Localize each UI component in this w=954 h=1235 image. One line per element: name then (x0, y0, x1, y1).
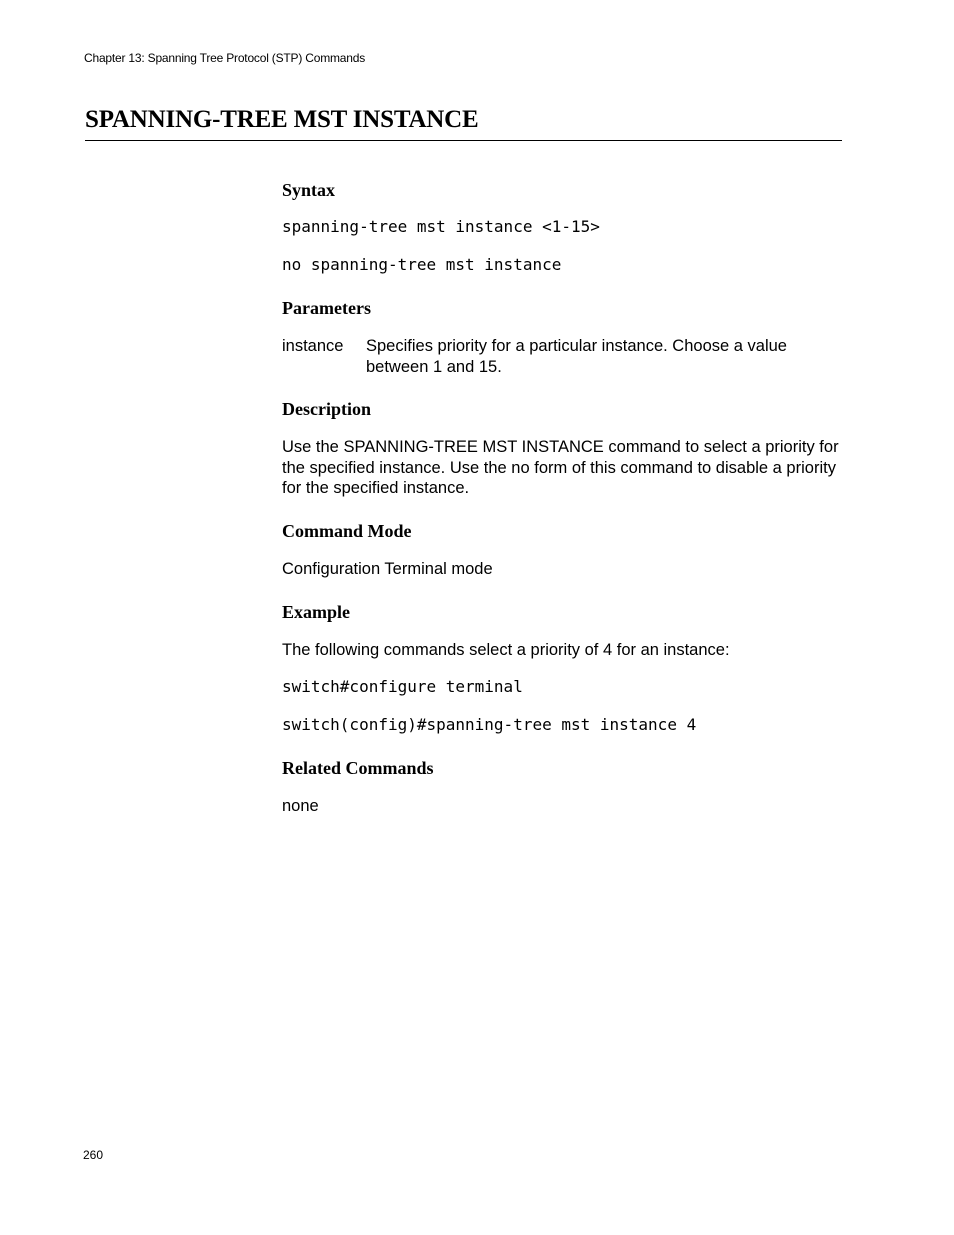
command-mode-text: Configuration Terminal mode (282, 560, 493, 578)
page-number: 260 (83, 1148, 104, 1162)
related-commands-text: none (282, 797, 319, 815)
related-commands-heading: Related Commands (282, 758, 434, 778)
example-heading: Example (282, 602, 351, 622)
parameters-heading: Parameters (282, 298, 371, 318)
example-line: switch#configure terminal (282, 677, 523, 696)
description-text: Use the SPANNING-TREE MST INSTANCE command to select a priority for the specified instance. Use the no form of this command to disable a priority for the specified instance. (282, 438, 839, 497)
example-intro: The following commands select a priority of 4 for an instance: (282, 641, 730, 659)
syntax-heading: Syntax (282, 180, 336, 200)
syntax-line: spanning-tree mst instance <1-15> (282, 217, 600, 236)
running-header: Chapter 13: Spanning Tree Protocol (STP) Commands (84, 51, 366, 65)
description-heading: Description (282, 399, 371, 419)
title-rule (85, 140, 842, 141)
parameter-description: Specifies priority for a particular instance. Choose a value between 1 and 15. (366, 337, 787, 376)
command-mode-heading: Command Mode (282, 521, 412, 541)
page-title: SPANNING-TREE MST INSTANCE (85, 106, 479, 133)
example-line: switch(config)#spanning-tree mst instance 4 (282, 715, 697, 734)
parameter-name: instance (282, 337, 344, 355)
syntax-line: no spanning-tree mst instance (282, 255, 562, 274)
